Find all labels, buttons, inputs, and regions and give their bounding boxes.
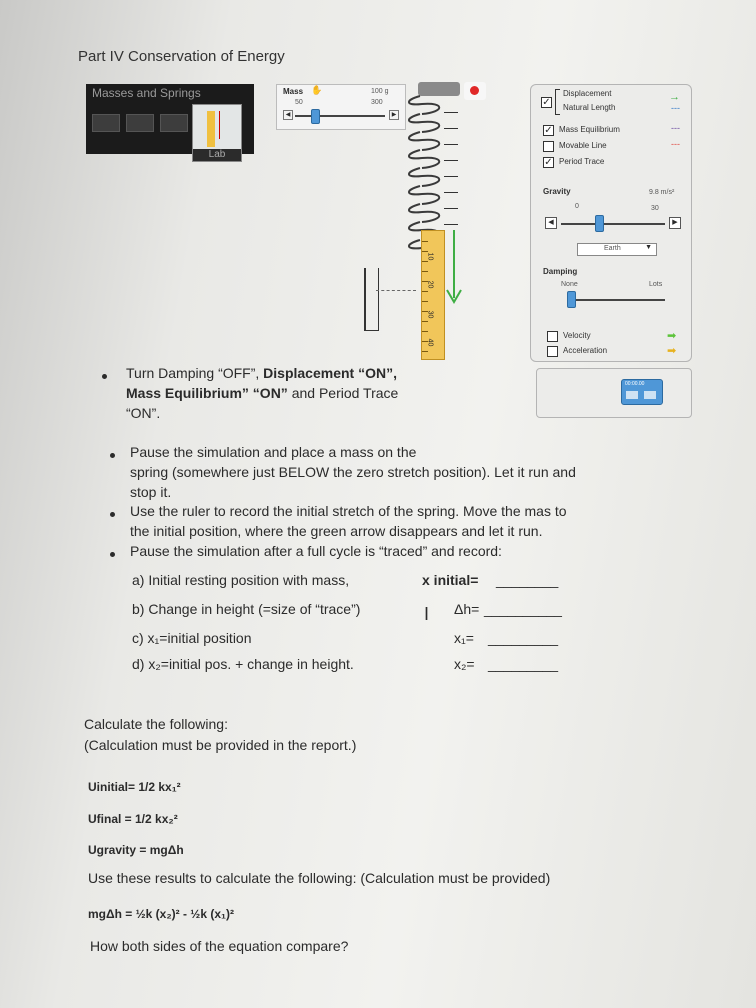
bullet1-line3: “ON”. bbox=[126, 405, 161, 421]
bullet3-line2: the initial position, where the green arrow disappears and let it run. bbox=[130, 523, 543, 539]
acceleration-checkbox[interactable] bbox=[547, 346, 558, 357]
bullet3-line1: Use the ruler to record the initial stretch of the spring. Move the mas to bbox=[130, 503, 567, 519]
use-results: Use these results to calculate the following: (Calculation must be provided) bbox=[88, 870, 551, 886]
bullet1-line2 bbox=[126, 385, 398, 401]
natural-length-marks bbox=[444, 112, 458, 240]
record-dot-icon bbox=[470, 86, 479, 95]
text-cursor-icon: I bbox=[424, 604, 430, 624]
stopwatch-readout: 00:00.00 bbox=[625, 381, 645, 387]
damping-label: Damping bbox=[543, 267, 578, 276]
stopwatch-panel bbox=[536, 368, 692, 418]
gravity-min: 0 bbox=[575, 203, 579, 210]
mass-decrement-button[interactable]: ◀ bbox=[283, 110, 293, 120]
planet-select[interactable] bbox=[577, 243, 657, 256]
period-trace-checkbox[interactable]: ✓ bbox=[544, 157, 553, 168]
bullet2-line2: spring (somewhere just BELOW the zero stretch position). Let it run and bbox=[130, 464, 576, 480]
gravity-slider-thumb[interactable] bbox=[595, 215, 604, 232]
acceleration-arrow-icon: ➡ bbox=[667, 345, 677, 357]
lab-thumb-icon bbox=[207, 111, 215, 147]
movable-line-dash-icon: --- bbox=[671, 139, 680, 149]
bullet1-line1-bold: Displacement “ON”, bbox=[263, 365, 397, 381]
velocity-label: Velocity bbox=[563, 331, 591, 340]
item-d-blank[interactable]: _________ bbox=[488, 656, 559, 672]
bullet1-line1 bbox=[126, 365, 397, 381]
u-final: Ufinal = 1/2 kx₂² bbox=[88, 812, 178, 826]
mass-hook bbox=[364, 268, 379, 331]
natural-length-dash-icon: --- bbox=[671, 103, 680, 113]
lab-screen-button[interactable] bbox=[192, 104, 242, 162]
displacement-checkbox[interactable]: ✓ bbox=[542, 97, 551, 108]
acceleration-label: Acceleration bbox=[563, 346, 608, 355]
damping-none: None bbox=[561, 281, 578, 288]
item-d-label: d) x₂=initial pos. + change in height. bbox=[132, 656, 354, 672]
compare-question: How both sides of the equation compare? bbox=[90, 938, 349, 954]
item-a-var: x initial= bbox=[422, 572, 479, 588]
calc-heading: Calculate the following: bbox=[84, 716, 228, 732]
bullet1-line1-pre: Turn Damping “OFF”, bbox=[126, 365, 264, 381]
gravity-value: 9.8 m/s² bbox=[649, 189, 675, 196]
movable-line-label: Movable Line bbox=[559, 141, 607, 150]
sim-app-title: Masses and Springs bbox=[92, 86, 201, 100]
gravity-max: 30 bbox=[651, 205, 659, 212]
bullet4-line1: Pause the simulation after a full cycle is “traced” and record: bbox=[130, 543, 502, 559]
gravity-decrement-button[interactable]: ◀ bbox=[545, 217, 557, 229]
mass-label: Mass bbox=[283, 87, 304, 96]
mass-increment-button[interactable]: ▶ bbox=[389, 110, 399, 120]
item-c-label: c) x₁=initial position bbox=[132, 630, 252, 646]
velocity-arrow-icon: ➡ bbox=[667, 330, 677, 342]
ruler-mark: 20 bbox=[426, 280, 434, 289]
gravity-label: Gravity bbox=[543, 187, 571, 196]
period-trace-label: Period Trace bbox=[559, 157, 605, 166]
stopwatch-icon bbox=[626, 391, 638, 399]
gravity-increment-button[interactable]: ▶ bbox=[669, 217, 681, 229]
bullet1-line2-post: and Period Trace bbox=[287, 385, 399, 401]
velocity-checkbox[interactable] bbox=[547, 331, 558, 342]
planet-selected: Earth bbox=[604, 245, 621, 252]
arrow-right-icon: → bbox=[669, 91, 680, 103]
item-a-label: a) Initial resting position with mass, bbox=[132, 572, 350, 588]
displacement-label: Displacement bbox=[563, 89, 612, 98]
item-b-label: b) Change in height (=size of “trace”) bbox=[132, 601, 361, 617]
damping-lots: Lots bbox=[649, 281, 663, 288]
mass-slider-thumb[interactable] bbox=[311, 109, 320, 124]
damping-slider-thumb[interactable] bbox=[567, 291, 576, 308]
mass-max: 300 bbox=[371, 99, 383, 106]
group-brace bbox=[555, 89, 560, 115]
bullet-dot bbox=[110, 512, 115, 517]
bullet-dot bbox=[110, 453, 115, 458]
lab-thumb-icon bbox=[219, 111, 234, 139]
stopwatch-icon bbox=[644, 391, 656, 399]
mass-min: 50 bbox=[295, 99, 303, 106]
bullet2-line1: Pause the simulation and place a mass on the bbox=[130, 444, 417, 460]
controls-panel bbox=[530, 84, 692, 362]
item-a-blank[interactable]: ________ bbox=[496, 572, 559, 588]
ruler-mark: 10 bbox=[426, 252, 434, 261]
bullet1-line2-bold: Mass Equilibrium” “ON” bbox=[126, 385, 288, 401]
ruler[interactable] bbox=[421, 230, 445, 360]
mass-equilibrium-checkbox[interactable]: ✓ bbox=[544, 125, 553, 136]
mass-slider-track[interactable] bbox=[295, 115, 385, 117]
scene-thumbnail[interactable] bbox=[92, 114, 120, 132]
ruler-mark: 30 bbox=[426, 310, 434, 319]
stopwatch-toggle[interactable] bbox=[621, 379, 663, 405]
item-b-var: Δh= bbox=[454, 601, 480, 617]
mass-value: 100 g bbox=[371, 88, 389, 95]
energy-equation: mgΔh = ½k (x₂)² - ½k (x₁)² bbox=[88, 907, 234, 921]
displacement-arrow-icon bbox=[444, 228, 464, 308]
equilibrium-dash-icon: --- bbox=[671, 123, 680, 133]
bullet2-line3: stop it. bbox=[130, 484, 172, 500]
lab-label: Lab bbox=[193, 149, 241, 161]
mass-hand-icon: ✋ bbox=[311, 85, 323, 95]
item-c-blank[interactable]: _________ bbox=[488, 630, 559, 646]
page-title: Part IV Conservation of Energy bbox=[78, 48, 285, 65]
scene-thumbnail[interactable] bbox=[126, 114, 154, 132]
bullet-dot bbox=[110, 552, 115, 557]
mass-control bbox=[276, 84, 406, 130]
u-gravity: Ugravity = mgΔh bbox=[88, 843, 184, 857]
item-d-var: x₂= bbox=[454, 656, 475, 672]
chevron-down-icon: ▼ bbox=[645, 244, 652, 251]
ruler-mark: 40 bbox=[426, 338, 434, 347]
mass-equilibrium-label: Mass Equilibrium bbox=[559, 125, 620, 134]
item-b-blank[interactable]: __________ bbox=[484, 601, 562, 617]
scene-thumbnail[interactable] bbox=[160, 114, 188, 132]
damping-slider-track[interactable] bbox=[569, 299, 665, 301]
calc-note: (Calculation must be provided in the report.) bbox=[84, 737, 357, 753]
bullet-dot bbox=[102, 374, 107, 379]
natural-length-label: Natural Length bbox=[563, 103, 616, 112]
hook-connector bbox=[376, 290, 416, 292]
item-c-var: x₁= bbox=[454, 630, 474, 646]
movable-line-checkbox[interactable] bbox=[543, 141, 554, 152]
gravity-slider-track[interactable] bbox=[561, 223, 665, 225]
u-initial: Uinitial= 1/2 kx₁² bbox=[88, 780, 181, 794]
